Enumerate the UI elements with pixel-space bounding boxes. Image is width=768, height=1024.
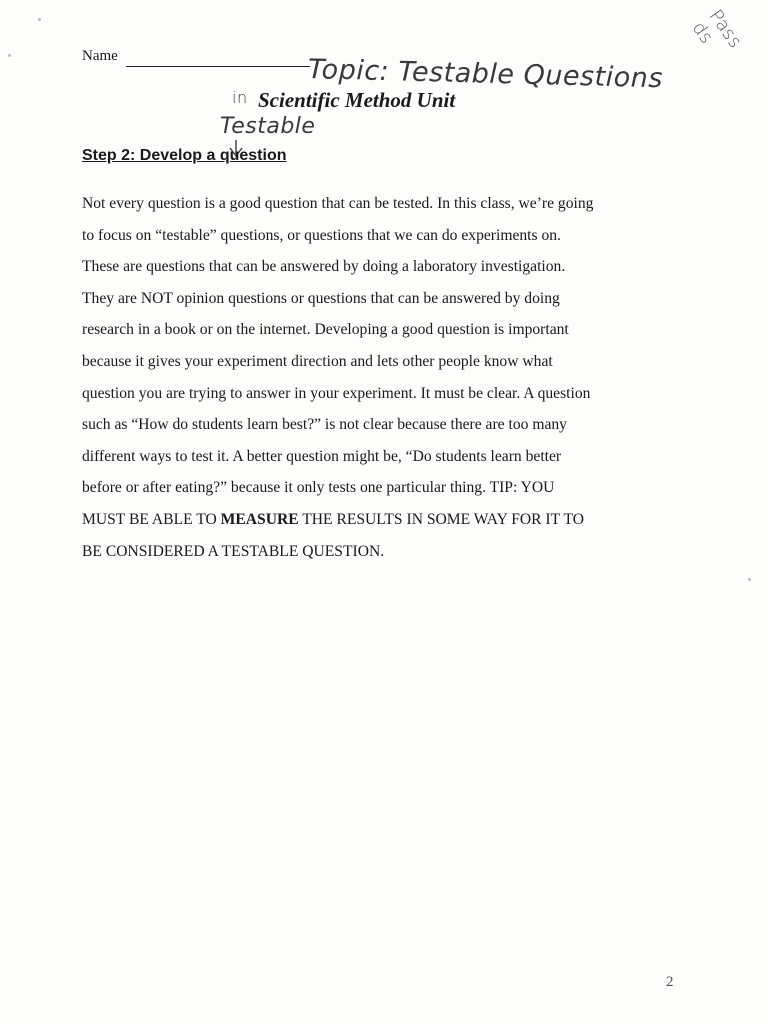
emphasis-measure: MEASURE <box>220 510 299 528</box>
handwritten-topic: Topic: Testable Questions <box>307 54 664 95</box>
body-line: question you are trying to answer in your experiment. It must be clear. A question <box>82 384 591 402</box>
body-line: before or after eating?” because it only tests one particular thing. TIP: YOU <box>82 479 555 497</box>
body-line: such as “How do students learn best?” is not clear because there are too many <box>82 416 567 434</box>
body-line: They are NOT opinion questions or questions that can be answered by doing <box>82 289 560 307</box>
name-field-line <box>126 66 310 67</box>
page-title: Scientific Method Unit <box>258 88 456 112</box>
scan-speck <box>38 18 41 21</box>
body-paragraph <box>82 188 692 567</box>
page-number: 2 <box>666 974 674 990</box>
body-line: Not every question is a good question that can be tested. In this class, we’re going <box>82 195 594 212</box>
body-line: to focus on “testable” questions, or questions that we can do experiments on. <box>82 226 561 244</box>
body-line: These are questions that can be answered by doing a laboratory investigation. <box>82 258 566 276</box>
body-line: BE CONSIDERED A TESTABLE QUESTION. <box>82 542 385 560</box>
handwritten-corner-note: Pass ds <box>687 6 747 53</box>
step-heading: Step 2: Develop a question <box>82 147 287 164</box>
handwritten-insert: Testable <box>220 114 316 139</box>
body-line <box>82 504 692 536</box>
body-text-run: MUST BE ABLE TO <box>82 510 221 528</box>
handwritten-in: in <box>232 88 248 107</box>
body-line: different ways to test it. A better question might be, “Do students learn better <box>82 447 562 465</box>
body-line: research in a book or on the internet. Developing a good question is important <box>82 321 569 339</box>
scan-speck <box>748 578 751 581</box>
name-label: Name <box>82 48 118 64</box>
body-line: because it gives your experiment direction and lets other people know what <box>82 352 553 370</box>
body-text-run: THE RESULTS IN SOME WAY FOR IT TO <box>298 510 584 528</box>
scan-speck <box>8 54 11 57</box>
